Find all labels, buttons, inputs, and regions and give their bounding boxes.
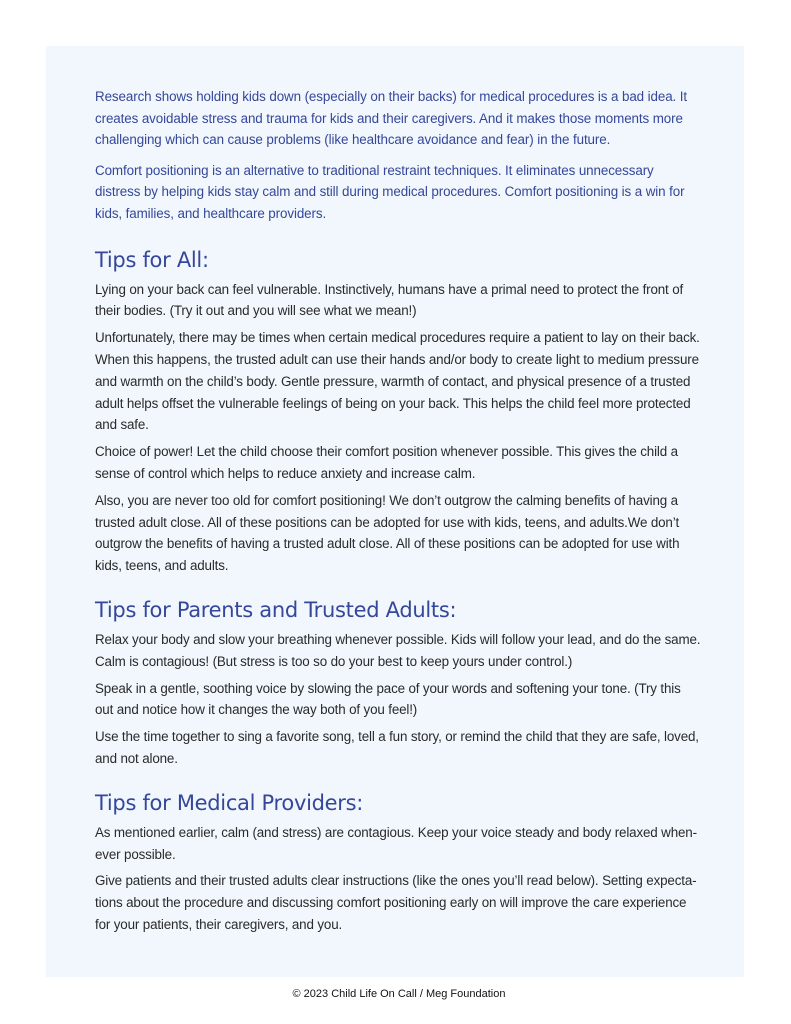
section-heading-tips-for-parents: Tips for Parents and Trusted Adults: [95,597,457,622]
copyright-footer: © 2023 Child Life On Call / Meg Foundation [292,988,506,1000]
tips-all-paragraph: Also, you are never too old for comfort positioning! We don’t outgrow the calming benefits of having a trusted adult close. All of these positions can be adopted for use with kids, teens, and adults.We don’t outgrow the benefits of having a trusted adult close. All of these positions can be adopted for use with kids, teens, and adults. [95,492,680,574]
tips-providers-paragraph: As mentioned earlier, calm (and stress) are contagious. Keep your voice steady and body relaxed when-ever possible. [95,824,697,862]
tips-parents-paragraph: Use the time together to sing a favorite song, tell a fun story, or remind the child that they are safe, loved, and not alone. [95,729,699,766]
tips-providers-paragraph: Give patients and their trusted adults clear instructions (like the ones you’ll read below). Setting expecta-tions about the procedure and discussing comfort positioning early on will improve the care experience for your patients, their caregivers, and you. [95,873,697,932]
section-heading-tips-for-all: Tips for All: [95,247,209,272]
content-panel [46,46,744,977]
tips-all-paragraph: Choice of power! Let the child choose their comfort position whenever possible. This gives the child a sense of control which helps to reduce anxiety and increase calm. [95,444,678,481]
intro-paragraph: Comfort positioning is an alternative to traditional restraint techniques. It eliminates unnecessary distress by helping kids stay calm and still during medical procedures. Comfort positioning is a win for kids, families, and healthcare providers. [95,162,685,221]
tips-parents-paragraph: Relax your body and slow your breathing whenever possible. Kids will follow your lead, and do the same. Calm is contagious! (But stress is too so do your best to keep yours under control.) [95,631,701,669]
document-content [95,86,702,941]
tips-all-paragraph: Lying on your back can feel vulnerable. Instinctively, humans have a primal need to protect the front of their bodies. (Try it out and you will see what we mean!) [95,281,684,319]
tips-all-paragraph: Unfortunately, there may be times when certain medical procedures require a patient to lay on their back. When this happens, the trusted adult can use their hands and/or body to create light to medium pressure and warmth on the child’s body. Gentle pressure, warmth of contact, and physical presence of a trusted adult helps offset the vulnerable feelings of being on your back. This helps the child feel more protected and safe. [95,330,700,433]
intro-paragraph: Research shows holding kids down (especially on their backs) for medical procedures is a bad idea. It creates avoidable stress and trauma for kids and their caregivers. And it makes those moments more challenging which can cause problems (like healthcare avoidance and fear) in the future. [95,89,688,148]
tips-parents-paragraph: Speak in a gentle, soothing voice by slowing the pace of your words and softening your tone. (Try this out and notice how it changes the way both of you feel!) [95,680,681,718]
section-heading-tips-for-providers: Tips for Medical Providers: [95,790,364,815]
